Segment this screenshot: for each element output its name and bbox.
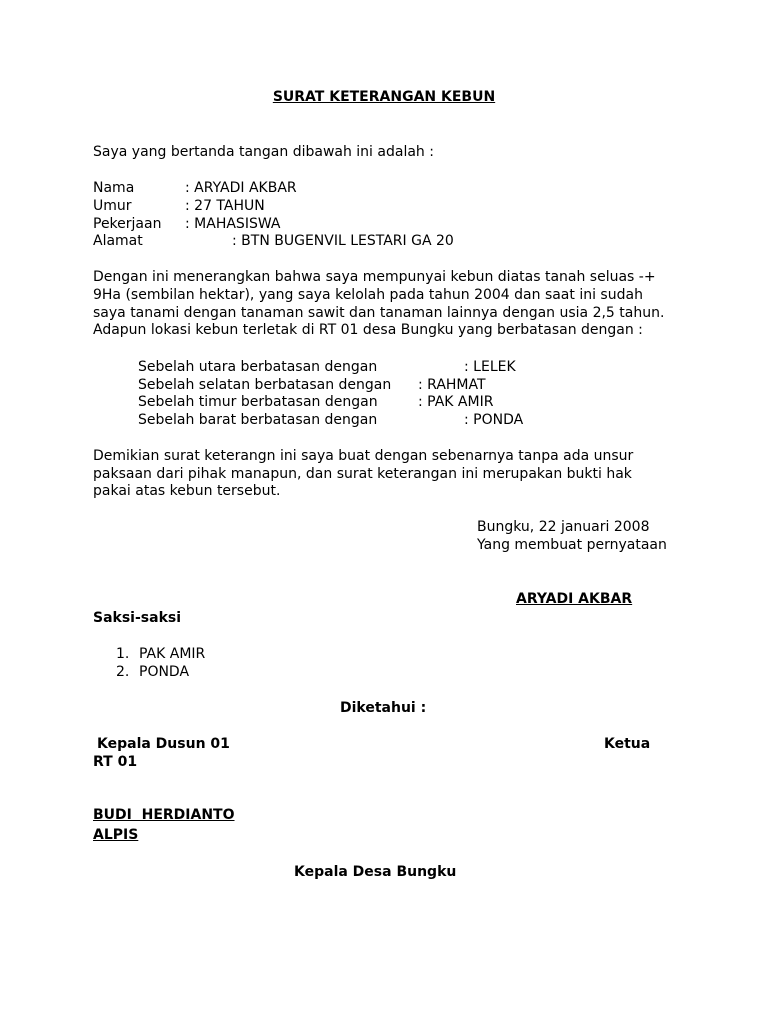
witness-name-1: PAK AMIR: [139, 646, 206, 662]
identity-label-nama: Nama: [93, 180, 135, 196]
statement-line-3: saya tanami dengan tanaman sawit dan tanaman lainnya dengan usia 2,5 tahun.: [93, 305, 665, 321]
statement-line-2: 9Ha (sembilan hektar), yang saya kelolah pada tahun 2004 dan saat ini sudah: [93, 287, 643, 303]
witness-number-1: 1.: [116, 646, 130, 662]
border-value-east: : PAK AMIR: [418, 394, 494, 410]
identity-value-umur: : 27 TAHUN: [185, 198, 265, 214]
border-value-south: : RAHMAT: [418, 377, 486, 393]
border-label-west: Sebelah barat berbatasan dengan: [138, 412, 378, 428]
official-name-1: BUDI HERDIANTO: [93, 807, 235, 823]
signer-name: ARYADI AKBAR: [516, 591, 633, 607]
witness-heading: Saksi-saksi: [93, 610, 182, 626]
kepala-desa-label: Kepala Desa Bungku: [294, 864, 457, 880]
intro-text: Saya yang bertanda tangan dibawah ini adalah :: [93, 144, 434, 160]
document-title: SURAT KETERANGAN KEBUN: [272, 89, 496, 105]
kepala-dusun-label: Kepala Dusun 01: [97, 736, 230, 752]
closing-line-1: Demikian surat keterangn ini saya buat dengan sebenarnya tanpa ada unsur: [93, 448, 634, 464]
official-name-2: ALPIS: [93, 827, 139, 843]
identity-value-nama: : ARYADI AKBAR: [185, 180, 297, 196]
border-value-west: : PONDA: [464, 412, 524, 428]
identity-value-pekerjaan: : MAHASISWA: [185, 216, 281, 232]
identity-label-alamat: Alamat: [93, 233, 143, 249]
identity-label-umur: Umur: [93, 198, 132, 214]
statement-line-4: Adapun lokasi kebun terletak di RT 01 desa Bungku yang berbatasan dengan :: [93, 322, 643, 338]
identity-value-alamat: : BTN BUGENVIL LESTARI GA 20: [232, 233, 454, 249]
rt-label: RT 01: [93, 754, 138, 770]
witness-name-2: PONDA: [139, 664, 190, 680]
border-label-north: Sebelah utara berbatasan dengan: [138, 359, 378, 375]
border-label-south: Sebelah selatan berbatasan dengan: [138, 377, 392, 393]
border-label-east: Sebelah timur berbatasan dengan: [138, 394, 378, 410]
witness-number-2: 2.: [116, 664, 130, 680]
statement-line-1: Dengan ini menerangkan bahwa saya mempunyai kebun diatas tanah seluas -+: [93, 269, 656, 285]
acknowledged-label: Diketahui :: [340, 700, 427, 716]
closing-line-3: pakai atas kebun tersebut.: [93, 483, 281, 499]
identity-label-pekerjaan: Pekerjaan: [93, 216, 162, 232]
closing-line-2: paksaan dari pihak manapun, dan surat keterangan ini merupakan bukti hak: [93, 466, 632, 482]
border-value-north: : LELEK: [464, 359, 516, 375]
place-date: Bungku, 22 januari 2008: [477, 519, 650, 535]
ketua-label: Ketua: [604, 736, 651, 752]
signer-role: Yang membuat pernyataan: [477, 537, 667, 553]
